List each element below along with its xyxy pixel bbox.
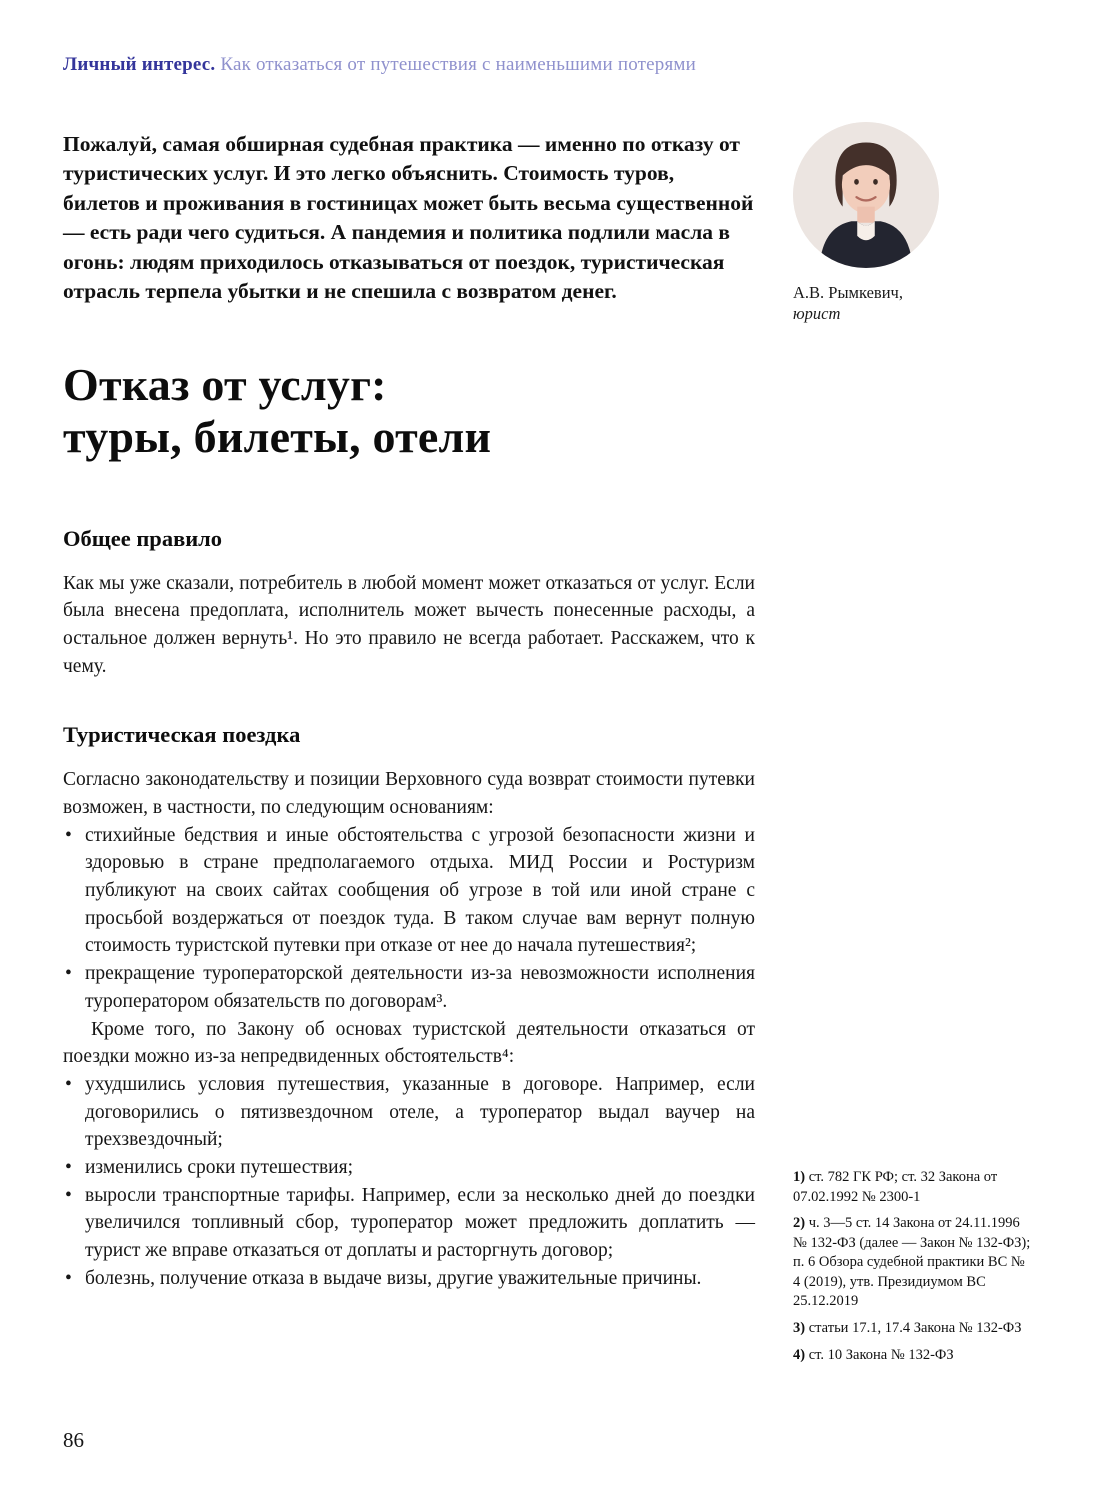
section-heading-general-rule: Общее правило [63, 525, 223, 551]
reasons-list-a [63, 822, 755, 1016]
article-title [63, 359, 755, 464]
footnote-number: 1) [793, 1169, 806, 1185]
author-portrait-icon [793, 122, 939, 268]
running-head-title: Как отказаться от путешествия с наименьшими потерями [220, 54, 697, 75]
running-head [63, 54, 963, 76]
footnote-4 [793, 1346, 1035, 1366]
section-heading-tourist-trip: Туристическая поездка [63, 722, 301, 748]
footnote-text: статьи 17.1, 17.4 Закона № 132-ФЗ [808, 1319, 1022, 1336]
reasons-list-b [63, 1071, 755, 1293]
lead-paragraph: Пожалуй, самая обширная судебная практика — именно по отказу от туристических услуг. И это легко объяснить. Стоимость туров, билетов и проживания в гостиницах может быть весьма существенной — есть ради чего судиться. А пандемия и политика подлили масла в огонь: людям приходилось отказываться от поездок, туристическая отрасль терпела убытки и не спешила с возвратом денег. [63, 132, 754, 304]
article-title-line1: Отказ от услуг: [63, 358, 387, 410]
list-item: • изменились сроки путешествия; [63, 1154, 755, 1182]
author-role: юрист [793, 304, 841, 324]
list-item: • выросли транспортные тарифы. Например, если за несколько дней до поездки увеличился топливный сбор, туроператор может предложить доплатить — турист же вправе отказаться от доплаты и расторгнуть договор; [63, 1182, 755, 1265]
footnote-2 [793, 1214, 1035, 1312]
author-caption [793, 282, 1023, 325]
article-title-line2: туры, билеты, отели [63, 411, 492, 463]
general-rule-paragraph: Как мы уже сказали, потребитель в любой момент может отказаться от услуг. Если была внесена предоплата, исполнитель может вычесть понесенные расходы, а остальное должен вернуть¹. Но это правило не всегда работает. Расскажем, что к чему. [63, 572, 755, 677]
tourist-trip-middle-paragraph: Кроме того, по Закону об основах туристской деятельности отказаться от поездки можно из-за непредвиденных обстоятельств⁴: [63, 1018, 755, 1068]
footnote-1 [793, 1168, 1035, 1207]
main-column [63, 130, 755, 1292]
footnote-text: ст. 10 Закона № 132-ФЗ [808, 1346, 954, 1363]
footnote-number: 2) [793, 1215, 806, 1232]
list-item: • ухудшились условия путешествия, указанные в договоре. Например, если договорились о пятизвездочном отеле, а туроператор выдал ваучер на трехзвездочный; [63, 1071, 755, 1154]
list-item: • стихийные бедствия и иные обстоятельства с угрозой безопасности жизни и здоровью в стране предполагаемого отдыха. МИД России и Ростуризм публикуют на своих сайтах сообщения об угрозе в той или иной стране с просьбой воздержаться от поездок туда. В таком случае вам вернут полную стоимость туристской путевки при отказе от нее до начала путешествия²; [63, 822, 755, 960]
footnote-number: 4) [793, 1346, 806, 1363]
footnote-text: ч. 3—5 ст. 14 Закона от 24.11.1996 № 132-ФЗ (далее — Закон № 132-ФЗ); п. 6 Обзора судебной практики ВС № 4 (2019), утв. Президиумом ВС 25.12.2019 [793, 1215, 1031, 1310]
page-number: 86 [63, 1428, 84, 1452]
author-name: А.В. Рымкевич, [793, 283, 903, 302]
footnote-text: ст. 782 ГК РФ; ст. 32 Закона от 07.02.1992 № 2300-1 [793, 1169, 998, 1205]
tourist-trip-intro: Согласно законодательству и позиции Верховного суда возврат стоимости путевки возможен, в частности, по следующим основаниям: [63, 769, 755, 819]
rubric-label: Личный интерес. [63, 54, 216, 75]
list-item: • болезнь, получение отказа в выдаче визы, другие уважительные причины. [63, 1265, 755, 1293]
footnote-number: 3) [793, 1319, 806, 1336]
author-photo [793, 122, 939, 268]
footnote-3 [793, 1319, 1035, 1339]
list-item: • прекращение туроператорской деятельности из-за невозможности исполнения туроператором обязательств по договорам³. [63, 960, 755, 1015]
footnotes-block [793, 1168, 1035, 1372]
